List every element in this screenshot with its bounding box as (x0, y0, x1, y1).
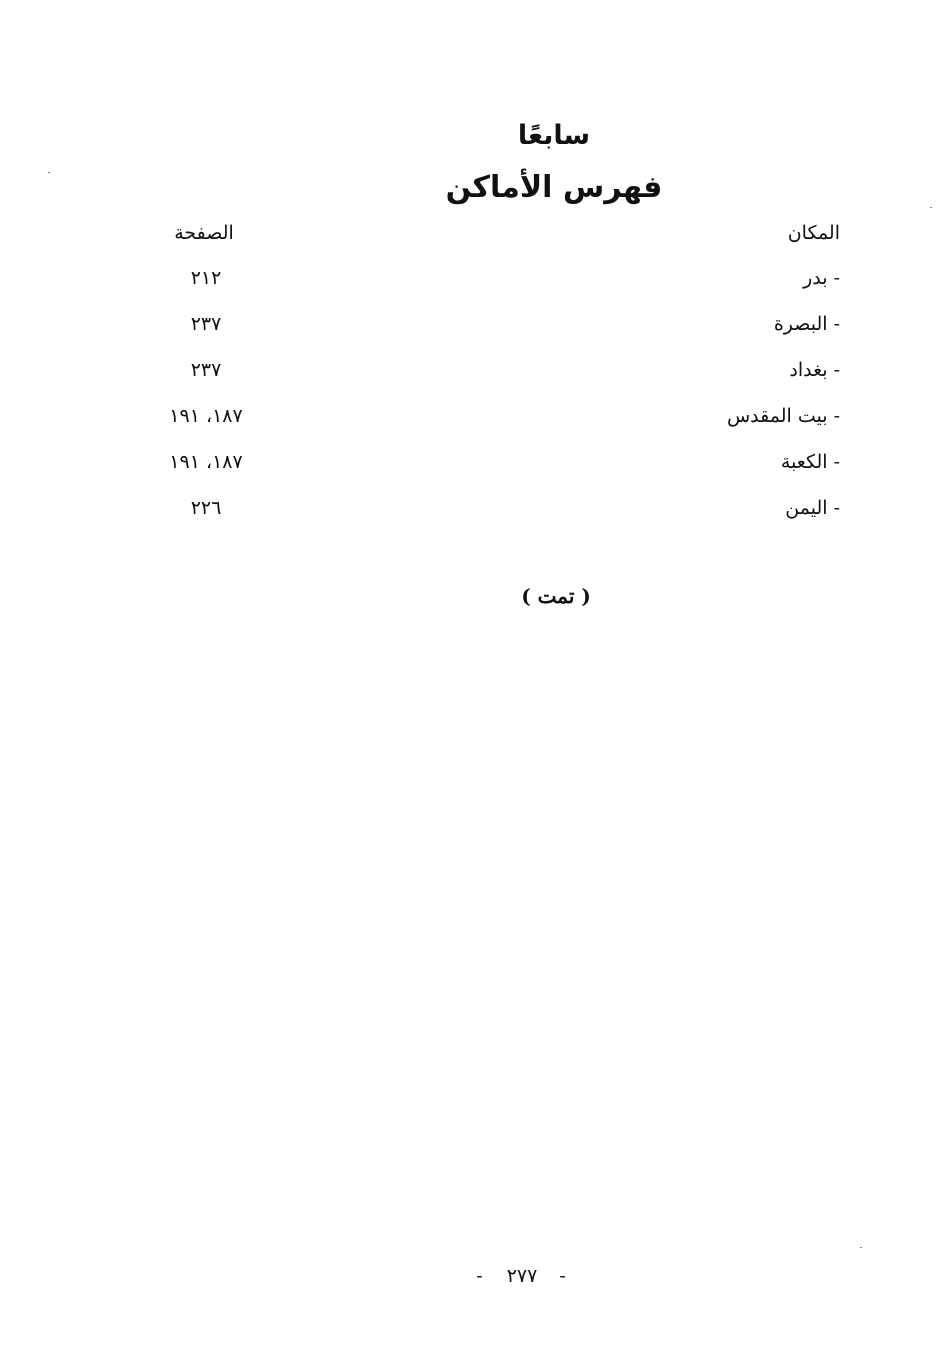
column-header-place: المكان (787, 222, 840, 244)
scan-speck (860, 1247, 862, 1248)
scan-speck (48, 172, 50, 173)
index-row (0, 401, 939, 447)
index-row (0, 309, 939, 355)
place-name: - الكعبة (780, 451, 840, 473)
place-name: - بغداد (789, 359, 840, 381)
footer-dash-left: - (476, 1265, 485, 1287)
index-row (0, 493, 939, 539)
section-label: سابعًا (517, 120, 591, 151)
page-references: ٢٣٧ (190, 313, 222, 335)
page-references: ٢١٢ (190, 267, 222, 289)
page-references: ١٨٧، ١٩١ (169, 451, 243, 473)
page-number: ٢٧٧ (506, 1265, 538, 1287)
page-references: ٢٢٦ (190, 497, 222, 519)
index-list (0, 263, 939, 539)
place-name: - بيت المقدس (726, 405, 840, 427)
page-references: ٢٣٧ (190, 359, 222, 381)
footer-dash-right: - (559, 1265, 568, 1287)
page-footer (0, 1262, 939, 1290)
place-name: - البصرة (773, 313, 840, 335)
column-header-page: الصفحة (174, 222, 234, 244)
page-references: ١٨٧، ١٩١ (169, 405, 243, 427)
place-name: - بدر (803, 267, 840, 289)
index-row (0, 447, 939, 493)
scan-speck (930, 207, 932, 208)
index-row (0, 263, 939, 309)
place-name: - اليمن (785, 497, 840, 519)
closing-mark: ( تمت ) (521, 584, 591, 608)
index-row (0, 355, 939, 401)
index-title: فهرس الأماكن (445, 170, 663, 205)
